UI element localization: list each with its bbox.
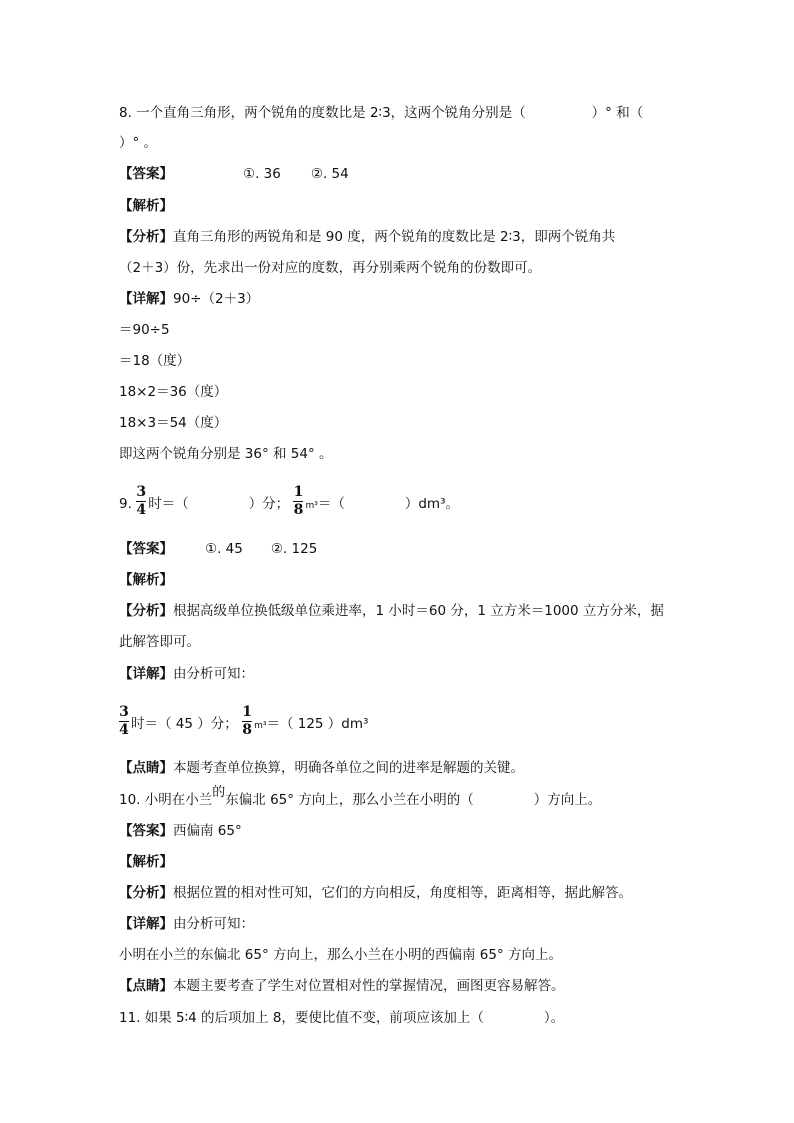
q8-jiexi: 【解析】	[119, 198, 173, 214]
fraction: $\frac{3}{4}$	[136, 484, 147, 518]
q9-fenxi-cont: 此解答即可。	[119, 634, 200, 650]
q10-dianjing: 【点睛】本题主要考查了学生对位置相对性的掌握情况，画图更容易解答。	[119, 978, 565, 994]
q8-calc-4: 18×2＝36（度）	[119, 384, 228, 400]
answer-tag: 【答案】	[119, 166, 173, 182]
q8-answer: 【答案】 ①. 36 ②. 54	[119, 166, 349, 182]
q10-jiexi: 【解析】	[119, 854, 173, 870]
q8-fenxi: 【分析】直角三角形的两锐角和是 90 度，两个锐角的度数比是 2∶3，即两个锐角共	[119, 229, 616, 245]
q8-calc-3: ＝18（度）	[119, 353, 191, 369]
q8-calc-5: 18×3＝54（度）	[119, 415, 228, 431]
q10-xiangjie: 【详解】由分析可知：	[119, 916, 254, 932]
q8-xiangjie: 【详解】90÷（2＋3）	[119, 291, 260, 307]
q10-stem: 10. 小明在小兰的东偏北 65° 方向上，那么小兰在小明的（ ）方向上。	[119, 785, 602, 808]
q9-jiexi: 【解析】	[119, 572, 173, 588]
fraction: $\frac{1}{8}$	[242, 704, 252, 738]
q8-stem: 8. 一个直角三角形，两个锐角的度数比是 2∶3，这两个锐角分别是（ ）° 和（	[119, 105, 644, 121]
q9-xiangjie: 【详解】由分析可知：	[119, 666, 254, 682]
fraction: $\frac{1}{8}$	[293, 484, 304, 518]
q9-fenxi: 【分析】根据高级单位换低级单位乘进率，1 小时＝60 分，1 立方米＝1000 立方分米，据	[119, 603, 664, 619]
q10-fenxi: 【分析】根据位置的相对性可知，它们的方向相反，角度相等，距离相等，据此解答。	[119, 885, 632, 901]
q8-calc-2: ＝90÷5	[119, 322, 170, 338]
q8-conclusion: 即这两个锐角分别是 36° 和 54° 。	[119, 446, 333, 462]
q9-answer: 【答案】 ①. 45 ②. 125	[119, 541, 318, 557]
q10-xiangjie-cont: 小明在小兰的东偏北 65° 方向上，那么小兰在小明的西偏南 65° 方向上。	[119, 947, 563, 963]
q11-stem: 11. 如果 5∶4 的后项加上 8，要使比值不变，前项应该加上（ ）。	[119, 1010, 565, 1026]
fraction: $\frac{3}{4}$	[119, 704, 129, 738]
q9-dianjing: 【点睛】本题考查单位换算，明确各单位之间的进率是解题的关键。	[119, 760, 524, 776]
q9-stem: 9. $\frac{3}{4}$ 时＝（ ）分； $\frac{1}{8}$ m³＝（ ）dm³。	[119, 484, 459, 518]
q8-fenxi-cont: （2＋3）份，先求出一份对应的度数，再分别乘两个锐角的份数即可。	[119, 260, 542, 276]
q8-stem-cont: ）° 。	[119, 135, 158, 151]
q10-answer: 【答案】西偏南 65°	[119, 823, 242, 839]
q9-solution: $\frac{3}{4}$ 时＝（ 45 ）分； $\frac{1}{8}$ m³＝（ 125 ）dm³	[119, 704, 369, 738]
